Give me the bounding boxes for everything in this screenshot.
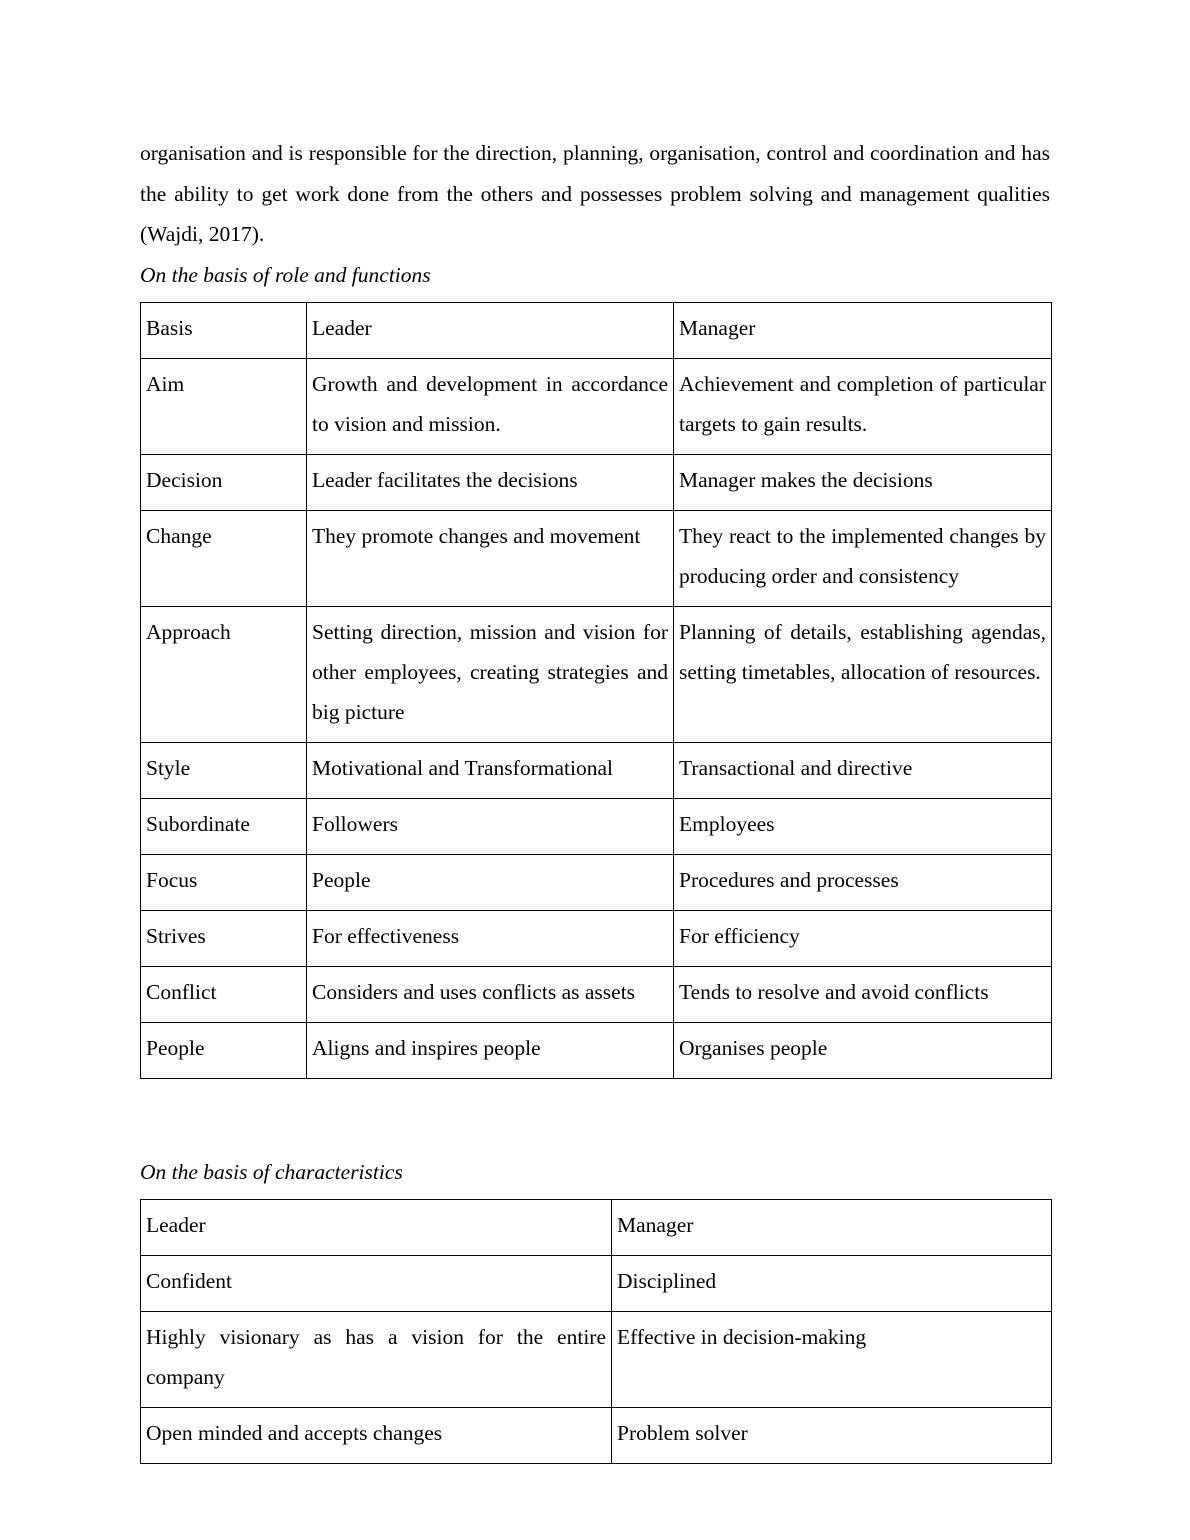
- manager-cell: Problem solver: [612, 1407, 1052, 1463]
- table-row: [141, 854, 1052, 910]
- manager-cell: Disciplined: [612, 1255, 1052, 1311]
- basis-cell: Conflict: [141, 966, 307, 1022]
- table-row: [141, 454, 1052, 510]
- table-row: [141, 510, 1052, 606]
- manager-cell: Employees: [674, 798, 1052, 854]
- leader-cell: For effectiveness: [307, 910, 674, 966]
- intro-paragraph: organisation and is responsible for the direction, planning, organisation, control and coordination and has the ability to get work done from the others and possesses problem solving and management qualities (Wajdi, 2017).: [140, 141, 1050, 246]
- leader-cell: Confident: [141, 1255, 612, 1311]
- document-page: [140, 133, 1050, 1464]
- manager-cell: Transactional and directive: [674, 742, 1052, 798]
- table-row: [141, 742, 1052, 798]
- basis-cell: Change: [141, 510, 307, 606]
- table-row: [141, 798, 1052, 854]
- manager-cell: Organises people: [674, 1022, 1052, 1078]
- table-row: [141, 966, 1052, 1022]
- header-cell-manager: Manager: [612, 1199, 1052, 1255]
- basis-cell: Strives: [141, 910, 307, 966]
- leader-cell: Considers and uses conflicts as assets: [307, 966, 674, 1022]
- leader-cell: Aligns and inspires people: [307, 1022, 674, 1078]
- manager-cell: Planning of details, establishing agendas, setting timetables, allocation of resources.: [674, 606, 1052, 742]
- manager-cell: Effective in decision-making: [612, 1311, 1052, 1407]
- basis-cell: People: [141, 1022, 307, 1078]
- leader-cell: Motivational and Transformational: [307, 742, 674, 798]
- manager-cell: Tends to resolve and avoid conflicts: [674, 966, 1052, 1022]
- leader-cell: People: [307, 854, 674, 910]
- header-cell-leader: Leader: [307, 302, 674, 358]
- leader-cell: Leader facilitates the decisions: [307, 454, 674, 510]
- table-row: [141, 910, 1052, 966]
- table-header-row: [141, 302, 1052, 358]
- basis-cell: Style: [141, 742, 307, 798]
- table-row: [141, 358, 1052, 454]
- manager-cell: Achievement and completion of particular targets to gain results.: [674, 358, 1052, 454]
- header-cell-leader: Leader: [141, 1199, 612, 1255]
- table-row: [141, 1407, 1052, 1463]
- table-row: [141, 1022, 1052, 1078]
- manager-cell: Manager makes the decisions: [674, 454, 1052, 510]
- manager-cell: For efficiency: [674, 910, 1052, 966]
- characteristics-table-caption: On the basis of characteristics: [140, 1159, 403, 1184]
- manager-cell: They react to the implemented changes by producing order and consistency: [674, 510, 1052, 606]
- leader-cell: Setting direction, mission and vision for other employees, creating strategies and big picture: [307, 606, 674, 742]
- table-row: [141, 1311, 1052, 1407]
- basis-cell: Approach: [141, 606, 307, 742]
- header-cell-basis: Basis: [141, 302, 307, 358]
- header-cell-manager: Manager: [674, 302, 1052, 358]
- table-header-row: [141, 1199, 1052, 1255]
- manager-cell: Procedures and processes: [674, 854, 1052, 910]
- basis-cell: Decision: [141, 454, 307, 510]
- leader-cell: Followers: [307, 798, 674, 854]
- roles-table-caption: On the basis of role and functions: [140, 262, 431, 287]
- characteristics-comparison-table: [140, 1199, 1052, 1464]
- basis-cell: Aim: [141, 358, 307, 454]
- roles-comparison-table: [140, 302, 1052, 1079]
- table-row: [141, 606, 1052, 742]
- basis-cell: Subordinate: [141, 798, 307, 854]
- basis-cell: Focus: [141, 854, 307, 910]
- leader-cell: Growth and development in accordance to vision and mission.: [307, 358, 674, 454]
- leader-cell: They promote changes and movement: [307, 510, 674, 606]
- leader-cell: Highly visionary as has a vision for the entire company: [141, 1311, 612, 1407]
- table-row: [141, 1255, 1052, 1311]
- leader-cell: Open minded and accepts changes: [141, 1407, 612, 1463]
